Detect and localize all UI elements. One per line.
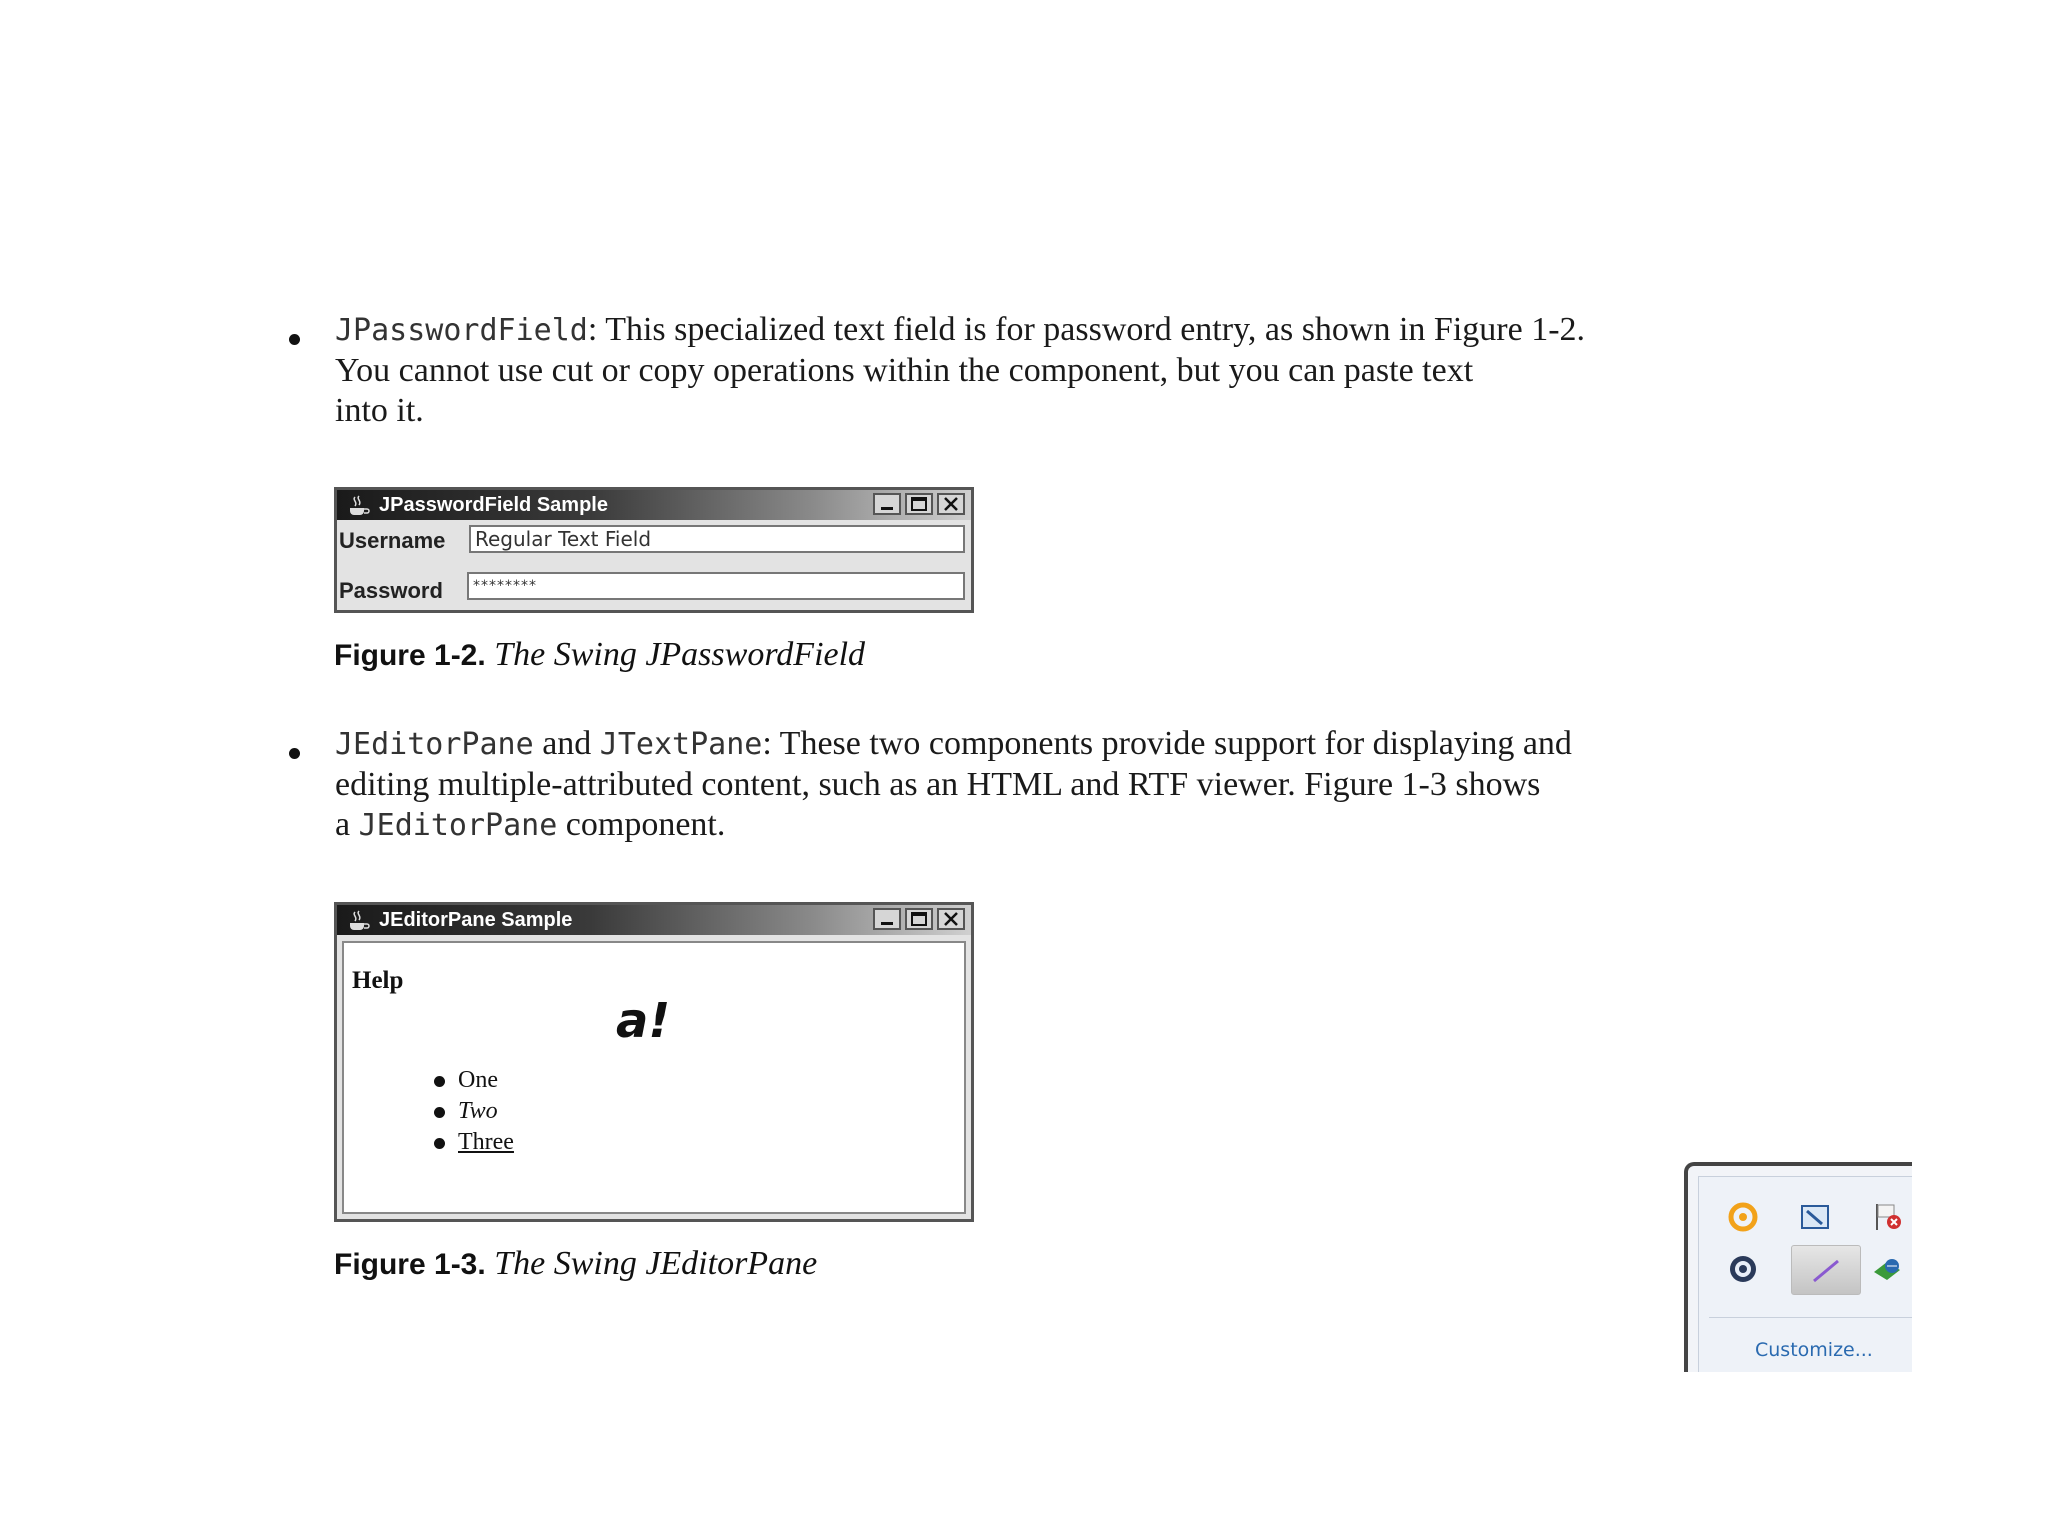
- close-button[interactable]: [937, 908, 965, 930]
- editor-pane[interactable]: [342, 941, 966, 1214]
- caption-title: The Swing JEditorPane: [494, 1245, 818, 1282]
- globe-icon[interactable]: [1867, 1249, 1907, 1289]
- notification-area-popup: [1684, 1162, 1912, 1372]
- code-jpasswordfield: JPasswordField: [335, 313, 588, 348]
- maximize-icon: [907, 910, 931, 928]
- pen-icon[interactable]: [1791, 1245, 1861, 1295]
- maximize-button[interactable]: [905, 493, 933, 515]
- window-title: JPasswordField Sample: [379, 493, 608, 516]
- caption-title: The Swing JPasswordField: [494, 636, 866, 673]
- bullet-text: [335, 724, 1935, 846]
- minimize-button[interactable]: [873, 493, 901, 515]
- minimize-icon: [875, 495, 899, 513]
- bullet1-line3: into it.: [335, 392, 424, 429]
- list-item-label: Two: [458, 1098, 498, 1124]
- code-jeditorpane-2: JEditorPane: [358, 808, 558, 843]
- figure-1-2-caption: [334, 636, 865, 674]
- tray-popup-body: [1698, 1176, 1912, 1372]
- bullet2-line3-prefix: a: [335, 806, 359, 843]
- bullet2-and: and: [533, 725, 600, 762]
- maximize-icon: [907, 495, 931, 513]
- list-item-three: [432, 1127, 514, 1158]
- maximize-button[interactable]: [905, 908, 933, 930]
- username-label: Username: [339, 528, 446, 553]
- username-field[interactable]: Regular Text Field: [469, 525, 965, 553]
- window-titlebar: [337, 905, 971, 935]
- editor-bullet-list: [432, 1065, 514, 1158]
- java-cup-icon: [345, 494, 371, 516]
- password-label: Password: [339, 578, 443, 603]
- window-titlebar: [337, 490, 971, 520]
- close-icon: [939, 495, 963, 513]
- media-icon[interactable]: [1723, 1249, 1763, 1289]
- java-cup-icon: [345, 909, 371, 931]
- bullet1-line1: : This specialized text field is for password entry, as shown in Figure 1-2.: [587, 311, 1586, 348]
- caption-number: Figure 1-3.: [334, 1248, 486, 1281]
- window-title: JEditorPane Sample: [379, 908, 573, 931]
- big-mark-text: a!: [616, 993, 671, 1049]
- list-item-two: [432, 1096, 514, 1127]
- username-row: [337, 520, 971, 568]
- bullet-icon: [289, 334, 300, 345]
- list-item-one: [432, 1065, 514, 1096]
- bullet2-line3-rest: component.: [557, 806, 726, 843]
- code-jtextpane: JTextPane: [599, 727, 763, 762]
- code-jeditorpane: JEditorPane: [335, 727, 534, 762]
- caption-number: Figure 1-2.: [334, 639, 486, 672]
- customize-link[interactable]: Customize...: [1755, 1339, 1873, 1361]
- figure-1-3-caption: [334, 1245, 817, 1283]
- minimize-icon: [875, 910, 899, 928]
- bullet1-line2: You cannot use cut or copy operations within the component, but you can paste text: [335, 352, 1474, 389]
- flag-error-icon[interactable]: [1867, 1197, 1907, 1237]
- tray-divider: [1709, 1317, 1912, 1318]
- bullet2-line2: editing multiple-attributed content, such as an HTML and RTF viewer. Figure 1-3 shows: [335, 766, 1541, 803]
- jpasswordfield-window: [334, 487, 974, 613]
- bullet-text: [335, 310, 1935, 431]
- help-heading: Help: [352, 967, 404, 994]
- close-icon: [939, 910, 963, 928]
- list-item-label: One: [458, 1067, 498, 1093]
- list-item-label[interactable]: Three: [458, 1129, 514, 1155]
- bullet-icon: [289, 748, 300, 759]
- jeditorpane-window: [334, 902, 974, 1222]
- orange-ring-icon[interactable]: [1723, 1197, 1763, 1237]
- minimize-button[interactable]: [873, 908, 901, 930]
- bullet2-line1: : These two components provide support for displaying and: [762, 725, 1572, 762]
- password-row: [337, 568, 971, 612]
- password-field[interactable]: ********: [467, 572, 965, 600]
- network-icon[interactable]: [1795, 1197, 1835, 1237]
- close-button[interactable]: [937, 493, 965, 515]
